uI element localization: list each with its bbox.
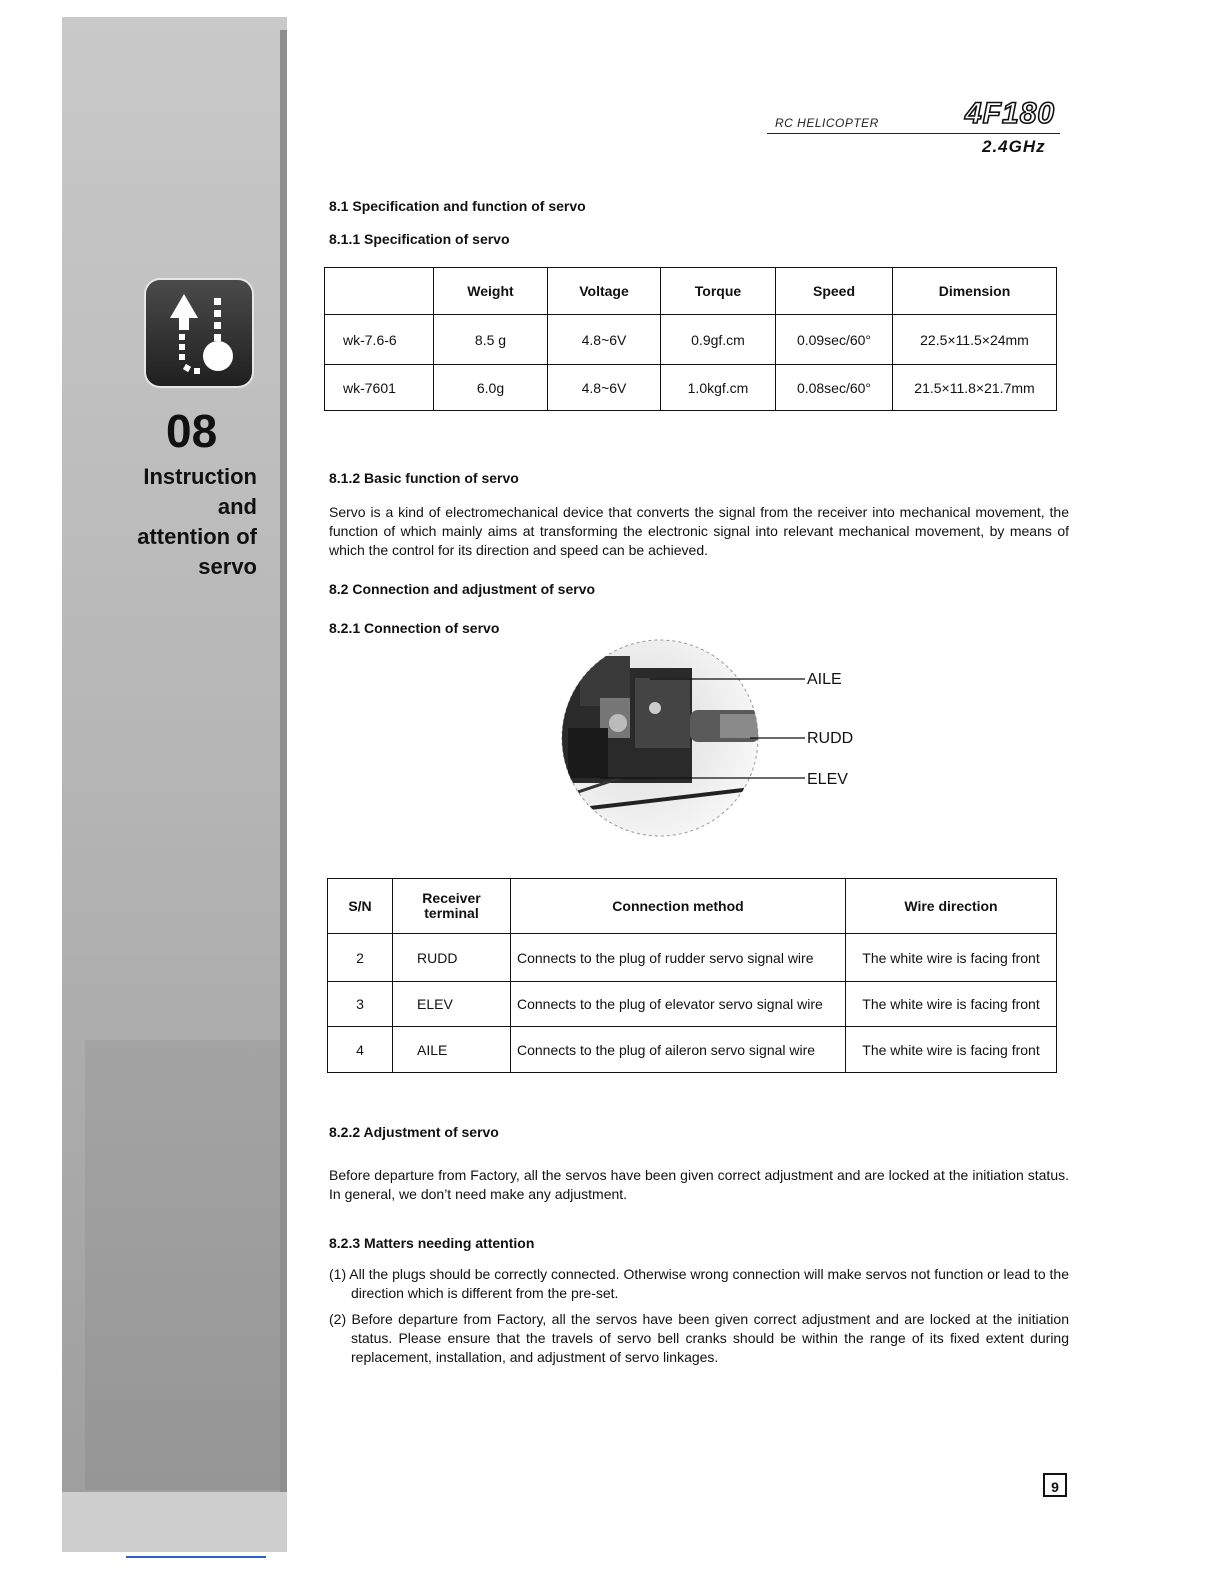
photo-label-aile: AILE [807, 671, 842, 688]
table-row [328, 982, 1057, 1027]
table-header-row [328, 879, 1057, 934]
table-header-cell: Torque [661, 268, 776, 315]
table-row [325, 315, 1057, 365]
servo-adjustment-paragraph: Before departure from Factory, all the servos have been given correct adjustment and are locked at the initiation status. In general, we don’t need make any adjustment. [329, 1167, 1069, 1202]
table-row [328, 1027, 1057, 1073]
chapter-title-line: and [217, 494, 257, 519]
chapter-title-line: attention of [137, 524, 257, 549]
servo-function-paragraph: Servo is a kind of electromechanical device that converts the signal from the receiver into mechanical movement, the function of which mainly aims at transforming the electronic signal into relevant mechanical movement, by means of which the control for its direction and speed can be achieved. [329, 504, 1069, 558]
table-cell: 4.8~6V [548, 365, 661, 411]
table-cell: wk-7601 [325, 365, 434, 411]
table-cell: 0.09sec/60° [776, 315, 893, 365]
section-heading-8-2-2: 8.2.2 Adjustment of servo [329, 1124, 499, 1140]
table-row [328, 934, 1057, 982]
table-header-row [325, 268, 1057, 315]
sidebar-bottom [62, 1492, 287, 1552]
table-cell: Connects to the plug of aileron servo signal wire [511, 1027, 846, 1073]
chapter-title-line: Instruction [143, 464, 257, 489]
table-row [325, 365, 1057, 411]
photo-label-elev: ELEV [807, 771, 848, 788]
section-heading-8-2: 8.2 Connection and adjustment of servo [329, 581, 596, 597]
chapter-servo-icon [146, 280, 252, 386]
table-header-cell: Connection method [511, 879, 846, 934]
header-label: RC HELICOPTER [775, 116, 879, 130]
table-cell: 4.8~6V [548, 315, 661, 365]
table-cell: 22.5×11.5×24mm [893, 315, 1057, 365]
table-cell: The white wire is facing front [846, 934, 1057, 982]
section-heading-8-1-2: 8.1.2 Basic function of servo [329, 470, 519, 486]
table-cell: ELEV [393, 982, 511, 1027]
chapter-title-line: servo [198, 554, 257, 579]
table-header-cell: Voltage [548, 268, 661, 315]
table-header-cell: Dimension [893, 268, 1057, 315]
attention-item: (2) Before departure from Factory, all the servos have been given correct adjustment and are locked at the initiation status. Please ensure that the travels of servo bell cranks should be within the range of its fixed extent during replacement, installation, and adjustment of servo linkages. [329, 1311, 1069, 1365]
table-cell: 2 [328, 934, 393, 982]
table-cell: 4 [328, 1027, 393, 1073]
sidebar-edge [280, 30, 287, 1492]
table-header-cell [325, 268, 434, 315]
table-cell: 0.08sec/60° [776, 365, 893, 411]
table-header-cell: Receiver terminal [393, 879, 511, 934]
table-cell: 21.5×11.8×21.7mm [893, 365, 1057, 411]
chapter-title [110, 462, 257, 582]
servo-connection-photo [560, 638, 810, 845]
chapter-number: 08 [166, 405, 218, 457]
table-cell: RUDD [393, 934, 511, 982]
table-cell: 0.9gf.cm [661, 315, 776, 365]
header-rule [767, 133, 1060, 134]
sidebar-shade [85, 1040, 280, 1490]
servo-connection-table [327, 878, 1057, 1073]
table-cell: The white wire is facing front [846, 1027, 1057, 1073]
section-heading-8-1-1: 8.1.1 Specification of servo [329, 231, 510, 247]
section-heading-8-2-3: 8.2.3 Matters needing attention [329, 1235, 535, 1251]
table-cell: 6.0g [434, 365, 548, 411]
section-heading-8-2-1: 8.2.1 Connection of servo [329, 620, 500, 636]
table-cell: The white wire is facing front [846, 982, 1057, 1027]
table-header-cell: Weight [434, 268, 548, 315]
table-cell: wk-7.6-6 [325, 315, 434, 365]
table-cell: Connects to the plug of rudder servo signal wire [511, 934, 846, 982]
bottom-rule [126, 1556, 266, 1558]
table-cell: 8.5 g [434, 315, 548, 365]
table-cell: AILE [393, 1027, 511, 1073]
table-cell: Connects to the plug of elevator servo signal wire [511, 982, 846, 1027]
table-header-cell: Speed [776, 268, 893, 315]
page-number: 9 [1043, 1473, 1067, 1497]
table-cell: 3 [328, 982, 393, 1027]
servo-spec-table [324, 267, 1057, 411]
model-logo: 4F180 [965, 97, 1056, 130]
table-cell: 1.0kgf.cm [661, 365, 776, 411]
frequency-logo: 2.4GHz [982, 137, 1046, 156]
attention-item: (1) All the plugs should be correctly connected. Otherwise wrong connection will make servos not function or lead to the direction which is different from the pre-set. [329, 1266, 1069, 1301]
photo-label-rudd: RUDD [807, 730, 854, 747]
table-header-cell: S/N [328, 879, 393, 934]
table-header-cell: Wire direction [846, 879, 1057, 934]
section-heading-8-1: 8.1 Specification and function of servo [329, 198, 586, 214]
